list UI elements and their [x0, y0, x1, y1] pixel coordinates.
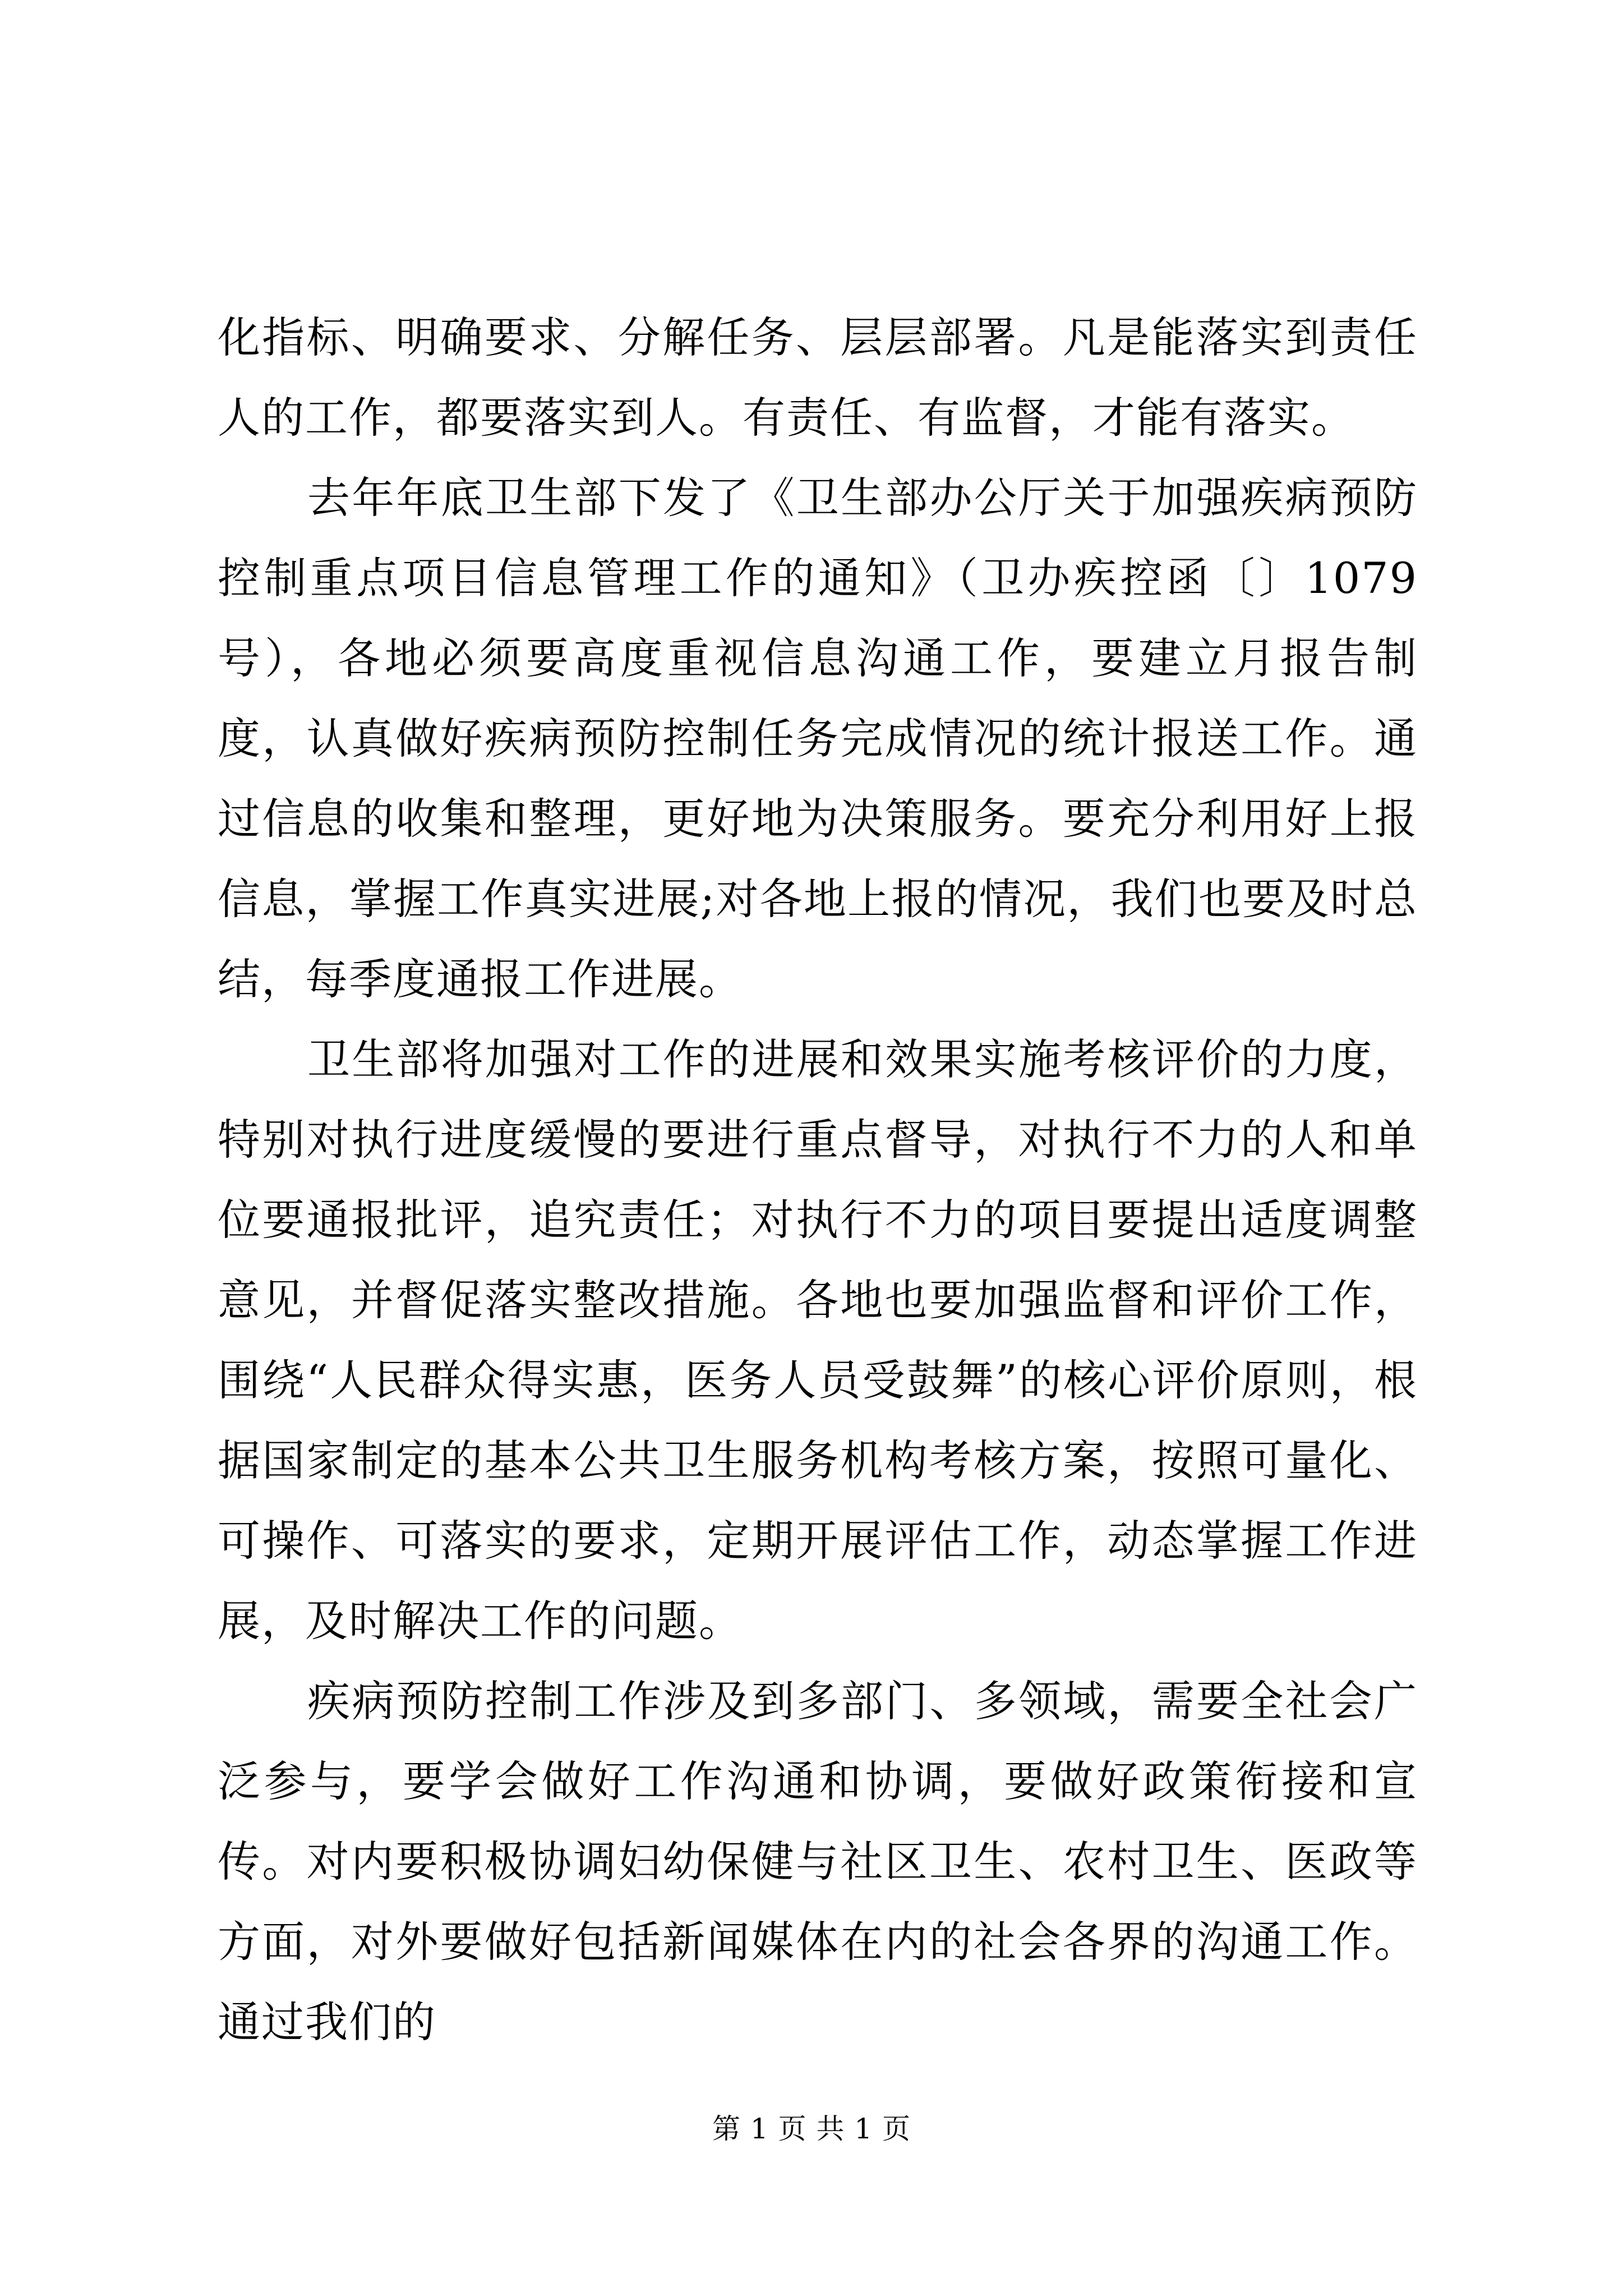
paragraph-1: 化指标、明确要求、分解任务、层层部署。凡是能落实到责任人的工作，都要落实到人。有责任、有监督，才能有落实。: [218, 312, 1418, 443]
paragraph-3: 卫生部将加强对工作的进展和效果实施考核评价的力度，特别对执行进度缓慢的要进行重点督导，对执行不力的人和单位要通报批评，追究责任；对执行不力的项目要提出适度调整意见，并督促落实整改措施。各地也要加强监督和评价工作，围绕“人民群众得实惠，医务人员受鼓舞”的核心评价原则，根据国家制定的基本公共卫生服务机构考核方案，按照可量化、可操作、可落实的要求，定期开展评估工作，动态掌握工作进展，及时解决工作的问题。: [218, 1034, 1418, 1646]
paragraph-4: 疾病预防控制工作涉及到多部门、多领域，需要全社会广泛参与，要学会做好工作沟通和协调，要做好政策衔接和宣传。对内要积极协调妇幼保健与社区卫生、农村卫生、医政等方面，对外要做好包括新闻媒体在内的社会各界的沟通工作。通过我们的: [218, 1676, 1418, 2047]
document-body: [218, 297, 1418, 2062]
page-footer: 第 1 页 共 1 页: [712, 2113, 911, 2145]
paragraph-2: 去年年底卫生部下发了《卫生部办公厅关于加强疾病预防控制重点项目信息管理工作的通知》（卫办疾控函〔〕1079号），各地必须要高度重视信息沟通工作，要建立月报告制度，认真做好疾病预防控制任务完成情况的统计报送工作。通过信息的收集和整理，更好地为决策服务。要充分利用好上报信息，掌握工作真实进展;对各地上报的情况，我们也要及时总结，每季度通报工作进展。: [218, 473, 1418, 1004]
